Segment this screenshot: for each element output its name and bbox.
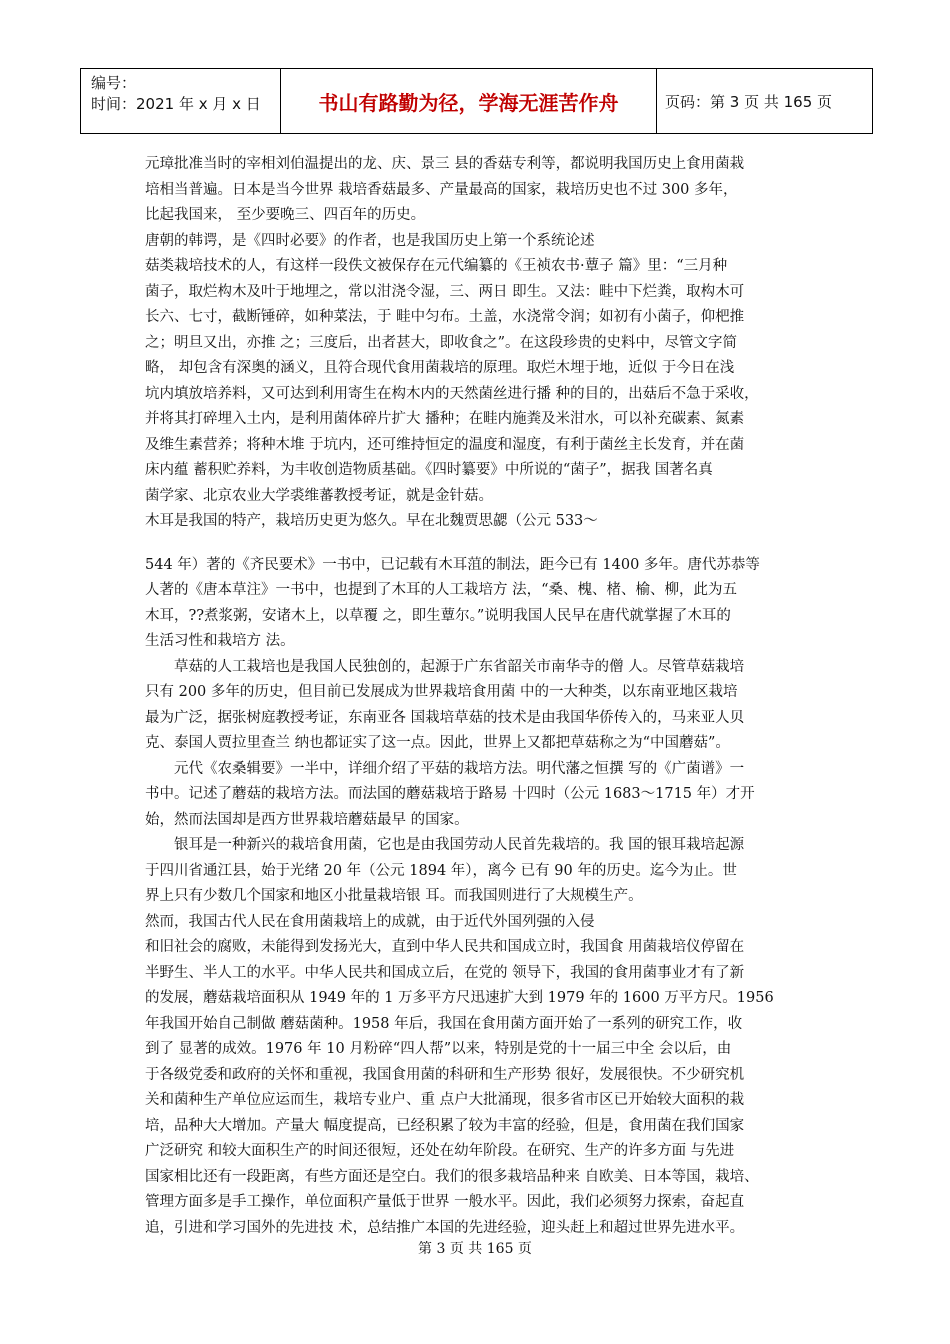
text-line: 木耳是我国的特产，栽培历史更为悠久。早在北魏贾思勰（公元 533～ [145,513,598,529]
text-line: 菌子，取烂构木及叶于地埋之，常以泔浇令湿，三、两日 即生。又法：畦中下烂粪，取构木可 [145,283,745,300]
text-line: 之；明旦又出，亦推 之；三度后，出者甚大，即收食之”。在这段珍贵的史料中，尽管文字简 [145,334,738,351]
text-line: 略， 却包含有深奥的涵义，且符合现代食用菌栽培的原理。取烂木埋于地，近似 于今日在浅 [145,360,735,376]
time-label: 时间：2021 年 x 月 x 日 [91,95,261,113]
text-line: 的发展，蘑菇栽培面积从 1949 年的 1 万多平方尺迅速扩大到 1979 年的 1600 万平方尺。1956 [145,990,774,1006]
text-line: 培相当普遍。日本是当今世界 栽培香菇最多、产量最高的国家，栽培历史也不过 300 多年， [145,181,738,198]
text-line: 草菇的人工栽培也是我国人民独创的，起源于广东省韶关市南华寺的僧 人。尽管草菇栽培 [145,658,745,675]
text-line: 床内蕴 蓄积贮养料，为丰收创造物质基础。《四时纂要》中所说的“菌子”，据我 国著名真 [145,462,713,478]
text-line: 人著的《唐本草注》一书中，也提到了木耳的人工栽培方 法，“桑、槐、楮、榆、柳，此为五 [145,582,738,598]
text-line: 国家相比还有一段距离，有些方面还是空白。我们的很多栽培品种来 自欧美、日本等国，栽培、 [145,1168,759,1185]
text-line: 生活习性和栽培方 法。 [145,633,295,649]
text-line: 最为广泛，据张树庭教授考证，东南亚各 国栽培草菇的技术是由我国华侨传入的，马来亚人贝 [145,709,745,726]
text-line: 始，然而法国却是西方世界栽培蘑菇最早 的国家。 [145,811,469,828]
header-meta [81,69,281,133]
text-line: 然而，我国古代人民在食用菌栽培上的成就，由于近代外国列强的入侵 [145,913,595,930]
text-line: 年我国开始自己制做 蘑菇菌种。1958 年后，我国在食用菌方面开始了一系列的研究工作，收 [145,1015,743,1032]
page-footer: 第 3 页 共 165 页 [418,1241,532,1257]
text-line: 管理方面多是手工操作，单位面积产量低于世界 一般水平。因此，我们必须努力探索，奋起直 [145,1194,745,1210]
text-line: 于四川省通江县，始于光绪 20 年（公元 1894 年），离今 已有 90 年的历史。迄今为止。世 [145,862,737,879]
text-line: 培，品种大大增加。产量大 幅度提高，已经积累了较为丰富的经验，但是，食用菌在我们国家 [145,1117,745,1134]
document-body [145,152,805,1241]
text-line: 唐朝的韩谔，是《四时必要》的作者，也是我国历史上第一个系统论述 [145,232,595,249]
number-label: 编号： [91,74,137,92]
text-line: 元代《农桑辑要》一半中，详细介绍了平菇的栽培方法。明代藩之恒撰 写的《广菌谱》一 [145,760,745,777]
header-page-label: 页码：第 3 页 共 165 页 [665,92,833,111]
text-line: 书中。记述了蘑菇的栽培方法。而法国的蘑菇栽培于路易 十四时（公元 1683～1715 年）才开 [145,786,755,802]
text-line: 并将其打碎埋入土内，是利用菌体碎片扩大 播种；在畦内施粪及米泔水，可以补充碳素、氮素 [145,411,745,427]
text-line: 银耳是一种新兴的栽培食用菌，它也是由我国劳动人民首先栽培的。我 国的银耳栽培起源 [145,837,745,853]
page-header [80,68,873,134]
text-line: 元璋批准当时的宰相刘伯温提出的龙、庆、景三 县的香菇专利等，都说明我国历史上食用菌栽 [145,156,745,172]
text-line: 长六、七寸，截断锤碎，如种菜法，于 畦中匀布。土盖，水浇常令润；如初有小菌子，仰杷推 [145,309,745,325]
text-line: 菌学家、北京农业大学裘维蕃教授考证，就是金针菇。 [145,487,493,504]
text-line: 界上只有少数几个国家和地区小批量栽培银 耳。而我国则进行了大规模生产。 [145,888,643,904]
text-line: 坑内填放培养料，又可达到利用寄生在构木内的天然菌丝进行播 种的目的，出菇后不急于采收， [145,385,759,402]
header-motto: 书山有路勤为径，学海无涯苦作舟 [281,69,657,133]
text-line: 544 年）著的《齐民要术》一书中，已记载有木耳菹的制法，距今已有 1400 多年。唐代苏恭等 [145,556,760,573]
text-line: 到了 显著的成效。1976 年 10 月粉碎“四人帮”以来，特别是党的十一届三中全 会以后，由 [145,1041,732,1057]
text-line: 追，引进和学习国外的先进技 术，总结推广本国的先进经验，迎头赶上和超过世界先进水平。 [145,1219,745,1236]
text-line: 广泛研究 和较大面积生产的时间还很短，还处在幼年阶段。在研究、生产的许多方面 与先进 [145,1143,735,1159]
text-line: 木耳，??煮浆粥，安诸木上，以草覆 之，即生蕈尔。”说明我国人民早在唐代就掌握了木耳的 [145,607,731,624]
paragraph-gap [145,535,805,553]
text-line: 克、泰国人贾拉里查兰 纳也都证实了这一点。因此，世界上又都把草菇称之为“中国蘑菇”。 [145,735,730,751]
text-line: 及维生素营养；将种木堆 于坑内，还可维持恒定的温度和湿度，有利于菌丝主长发育，并在菌 [145,436,745,453]
text-line: 比起我国来， 至少要晚三、四百年的历史。 [145,207,426,223]
text-line: 菇类栽培技术的人，有这样一段佚文被保存在元代编纂的《王祯农书·蕈子 篇》里：“三月种 [145,258,728,274]
text-line: 于各级党委和政府的关怀和重视，我国食用菌的科研和生产形势 很好，发展很快。不少研究机 [145,1066,745,1083]
text-line: 关和菌种生产单位应运而生，栽培专业户、重 点户大批涌现，很多省市区已开始较大面积的栽 [145,1092,745,1108]
text-line: 只有 200 多年的历史，但目前已发展成为世界栽培食用菌 中的一大种类，以东南亚地区栽培 [145,684,738,700]
text-line: 和旧社会的腐败，未能得到发扬光大，直到中华人民共和国成立时，我国食 用菌栽培仪停留在 [145,939,745,955]
text-line: 半野生、半人工的水平。中华人民共和国成立后，在党的 领导下，我国的食用菌事业才有了新 [145,964,745,981]
